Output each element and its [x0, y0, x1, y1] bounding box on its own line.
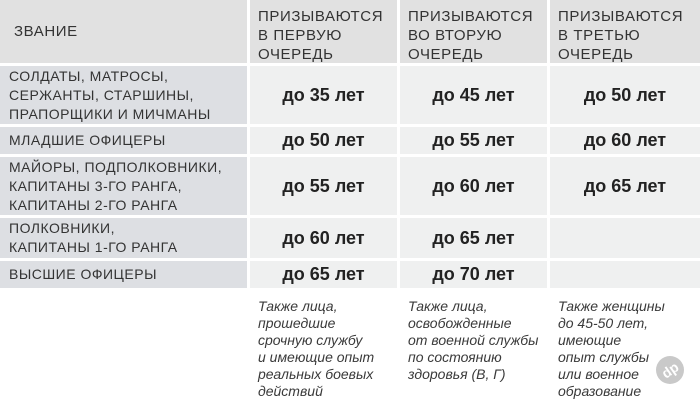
header-second-line-1: ПРИЗЫВАЮТСЯ	[408, 8, 534, 25]
age-second-wave: до 60 лет	[397, 157, 547, 215]
age-third-wave	[547, 218, 700, 258]
age-third-wave: до 50 лет	[547, 66, 700, 124]
note-line: Также лица,	[258, 298, 338, 314]
logo-text: dp	[658, 358, 682, 382]
header-third-line-1: ПРИЗЫВАЮТСЯ	[558, 8, 684, 25]
note-line: реальных боевых	[258, 366, 374, 382]
age-second-wave: до 55 лет	[397, 127, 547, 154]
note-line: до 45-50 лет,	[558, 315, 649, 331]
note-line: Также лица,	[408, 298, 488, 314]
note-line: опыт службы	[558, 349, 650, 365]
table-row-rank	[0, 261, 247, 288]
rank-line: СЕРЖАНТЫ, СТАРШИНЫ,	[9, 86, 194, 103]
header-third-line-2: В ТРЕТЬЮ	[558, 27, 641, 44]
age-third-wave	[547, 261, 700, 288]
rank-line: ПОЛКОВНИКИ,	[9, 220, 115, 236]
rank-line: ПРАПОРЩИКИ И МИЧМАНЫ	[9, 105, 211, 122]
table-row-rank	[0, 218, 247, 258]
rank-line: ВЫСШИЕ ОФИЦЕРЫ	[9, 266, 157, 282]
note-line: действий	[258, 383, 323, 399]
header-first-line-3: ОЧЕРЕДЬ	[258, 46, 334, 63]
table-row-rank	[0, 66, 247, 124]
note-second-wave	[397, 291, 547, 401]
header-rank	[0, 0, 247, 63]
age-second-wave: до 45 лет	[397, 66, 547, 124]
note-first-wave	[247, 291, 397, 401]
header-first-line-1: ПРИЗЫВАЮТСЯ	[258, 8, 384, 25]
rank-line: КАПИТАНЫ 2-ГО РАНГА	[9, 196, 178, 213]
header-first-wave	[247, 0, 397, 63]
note-line: Также женщины	[558, 298, 665, 314]
age-first-wave: до 55 лет	[247, 157, 397, 215]
age-second-wave: до 70 лет	[397, 261, 547, 288]
age-third-wave: до 65 лет	[547, 157, 700, 215]
header-rank-label: ЗВАНИЕ	[14, 23, 78, 40]
note-line: образование	[558, 383, 642, 399]
rank-line: МАЙОРЫ, ПОДПОЛКОВНИКИ,	[9, 158, 223, 175]
note-line: срочную службу	[258, 332, 363, 348]
note-line: от военной службы	[408, 332, 539, 348]
note-line: прошедшие	[258, 315, 336, 331]
rank-line: СОЛДАТЫ, МАТРОСЫ,	[9, 67, 169, 84]
header-second-line-3: ОЧЕРЕДЬ	[408, 46, 484, 63]
age-first-wave: до 65 лет	[247, 261, 397, 288]
rank-line: МЛАДШИЕ ОФИЦЕРЫ	[9, 132, 166, 148]
note-line: и имеющие опыт	[258, 349, 375, 365]
note-line: имеющие	[558, 332, 622, 348]
header-second-line-2: ВО ВТОРУЮ	[408, 27, 503, 44]
note-line: или военное	[558, 366, 639, 382]
age-second-wave: до 65 лет	[397, 218, 547, 258]
header-first-line-2: В ПЕРВУЮ	[258, 27, 342, 44]
age-first-wave: до 60 лет	[247, 218, 397, 258]
age-third-wave: до 60 лет	[547, 127, 700, 154]
age-first-wave: до 50 лет	[247, 127, 397, 154]
watermark-logo-icon	[655, 355, 685, 385]
age-first-wave: до 35 лет	[247, 66, 397, 124]
table-row-rank	[0, 157, 247, 215]
note-line: здоровья (В, Г)	[408, 366, 506, 382]
note-line: по состоянию	[408, 349, 502, 365]
header-third-wave	[547, 0, 700, 63]
rank-line: КАПИТАНЫ 3-ГО РАНГА,	[9, 177, 183, 194]
table-row-rank	[0, 127, 247, 154]
header-second-wave	[397, 0, 547, 63]
notes-empty	[0, 291, 247, 401]
note-line: освобожденные	[408, 315, 512, 331]
rank-line: КАПИТАНЫ 1-ГО РАНГА	[9, 239, 178, 255]
header-third-line-3: ОЧЕРЕДЬ	[558, 46, 634, 63]
